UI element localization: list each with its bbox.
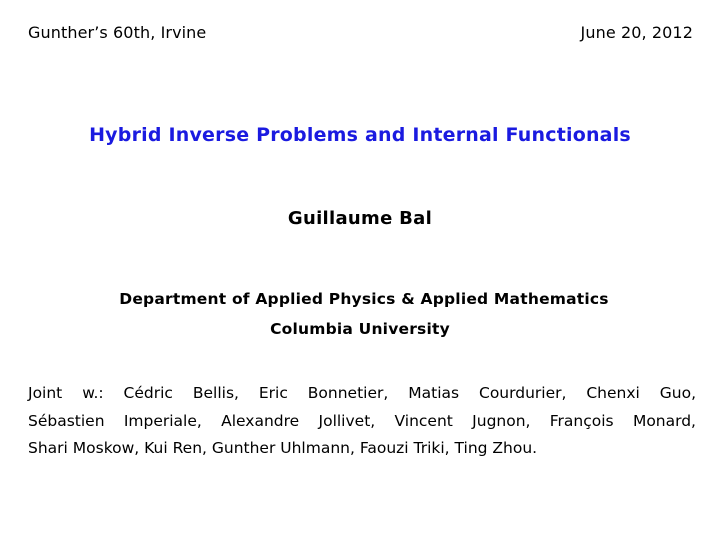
collaborators bbox=[28, 380, 696, 463]
department: Department of Applied Physics & Applied Mathematics bbox=[119, 290, 609, 308]
collaborators-line: Shari Moskow, Kui Ren, Gunther Uhlmann, Faouzi Triki, Ting Zhou. bbox=[28, 439, 538, 457]
collaborators-line: Joint w.: Cédric Bellis, Eric Bonnetier, Matias Courdurier, Chenxi Guo, bbox=[28, 384, 696, 402]
university: Columbia University bbox=[270, 320, 450, 338]
slide-title: Hybrid Inverse Problems and Internal Functionals bbox=[89, 124, 631, 146]
collaborators-line: Sébastien Imperiale, Alexandre Jollivet, Vincent Jugnon, François Monard, bbox=[28, 411, 696, 430]
header-date: June 20, 2012 bbox=[580, 23, 693, 42]
author-name: Guillaume Bal bbox=[287, 208, 433, 229]
header-event: Gunther’s 60th, Irvine bbox=[28, 23, 207, 42]
